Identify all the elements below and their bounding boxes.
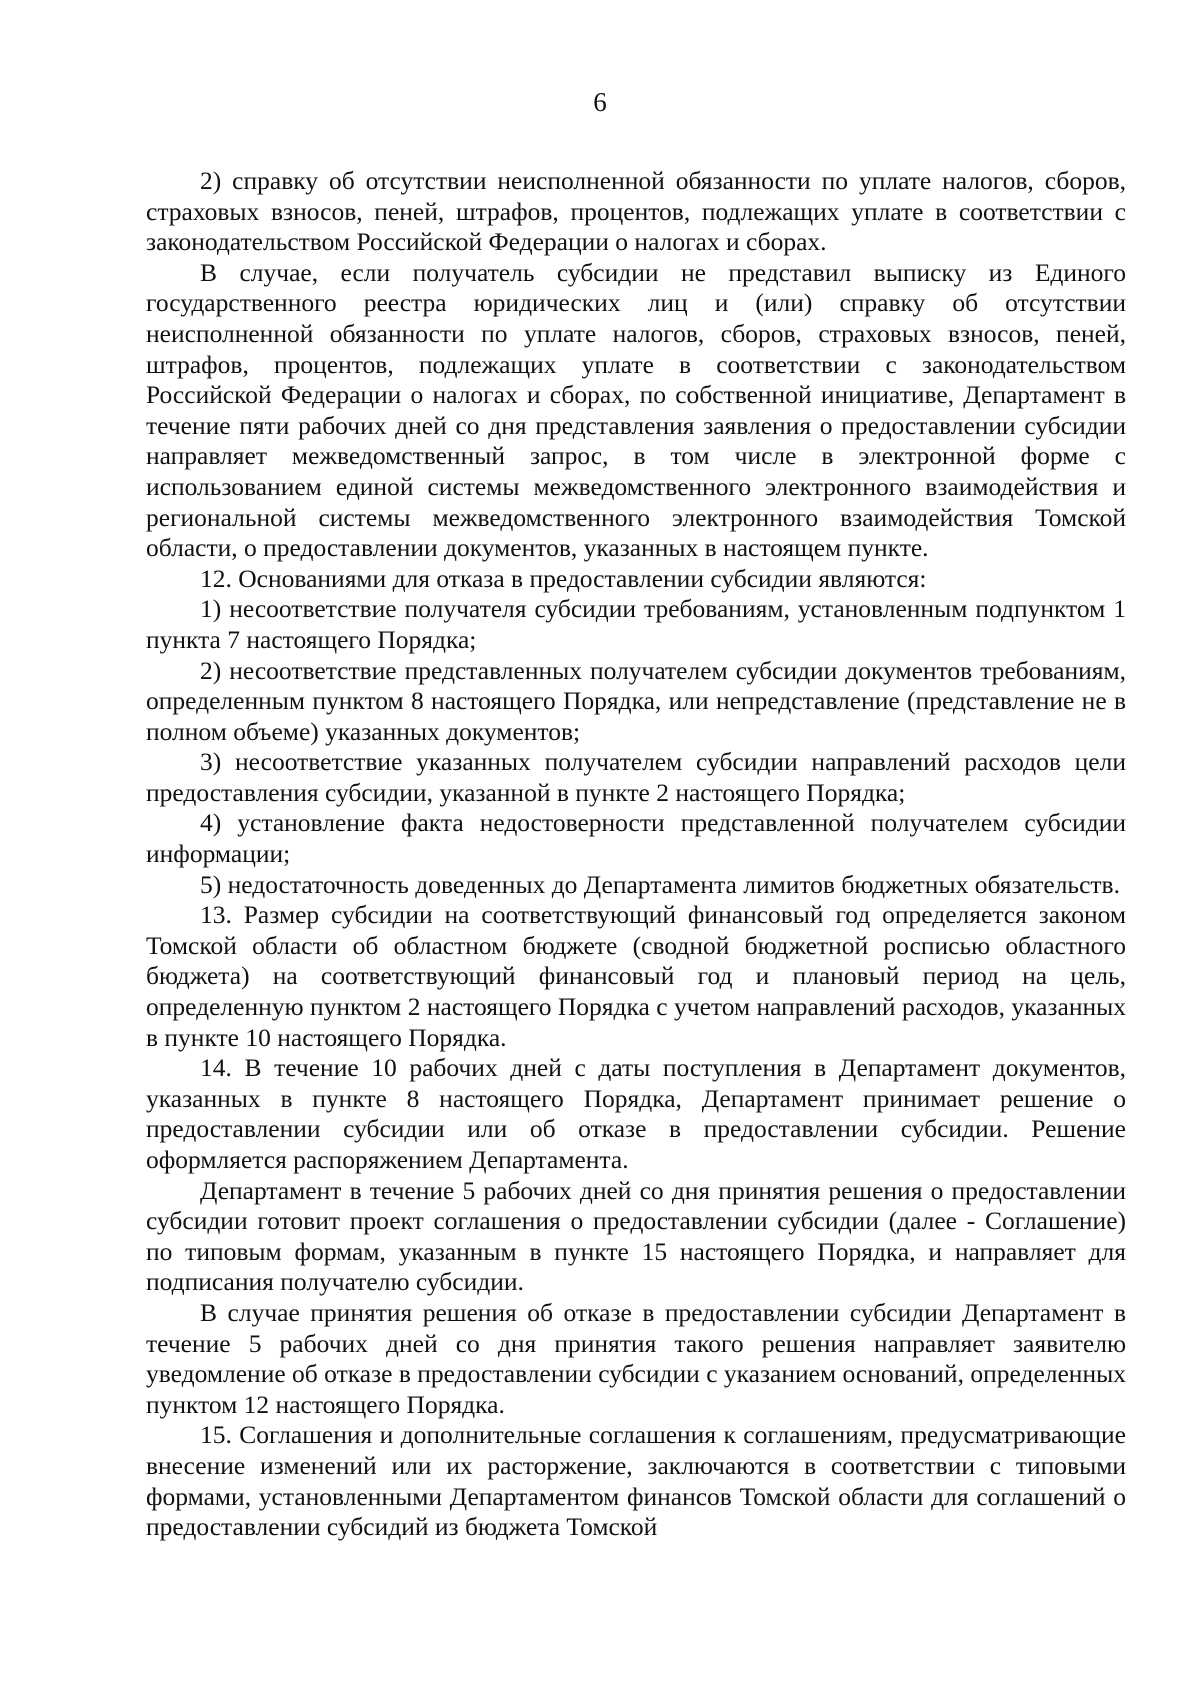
paragraph-refusal-ground-1: 1) несоответствие получателя субсидии требованиям, установленным подпунктом 1 пункта 7 настоящего Порядка;: [146, 594, 1126, 654]
paragraph-refusal-notice: В случае принятия решения об отказе в предоставлении субсидии Департамент в течение 5 рабочих дней со дня принятия такого решения направляет заявителю уведомление об отказе в предоставлении субсидии с указанием оснований, определенных пунктом 12 настоящего Порядка.: [146, 1297, 1126, 1419]
paragraph-refusal-ground-3: 3) несоответствие указанных получателем субсидии направлений расходов цели предоставления субсидии, указанной в пункте 2 настоящего Порядка;: [146, 747, 1126, 807]
paragraph-section-15: 15. Соглашения и дополнительные соглашения к соглашениям, предусматривающие внесение изменений или их расторжение, заключаются в соответствии с типовыми формами, установленными Департаментом финансов Томской области для соглашений о предоставлении субсидий из бюджета Томской: [146, 1420, 1126, 1542]
paragraph-refusal-ground-2: 2) несоответствие представленных получателем субсидии документов требованиям, определенным пунктом 8 настоящего Порядка, или непредставление (представление не в полном объеме) указанных документов;: [146, 655, 1126, 746]
paragraph-section-14: 14. В течение 10 рабочих дней с даты поступления в Департамент документов, указанных в пункте 8 настоящего Порядка, Департамент принимает решение о предоставлении субсидии или об отказе в предоставлении субсидии. Решение оформляется распоряжением Департамента.: [146, 1053, 1126, 1174]
document-body: [146, 166, 1126, 1543]
paragraph-section-12-heading: 12. Основаниями для отказа в предоставлении субсидии являются:: [200, 563, 927, 593]
paragraph-section-13: 13. Размер субсидии на соответствующий финансовый год определяется законом Томской области об областном бюджете (сводной бюджетной росписью областного бюджета) на соответствующий финансовый год и плановый период на цель, определенную пунктом 2 настоящего Порядка с учетом направлений расходов, указанных в пункте 10 настоящего Порядка.: [146, 900, 1126, 1052]
paragraph-interagency-request: В случае, если получатель субсидии не представил выписку из Единого государственного реестра юридических лиц и (или) справку об отсутствии неисполненной обязанности по уплате налогов, сборов, страховых взносов, пеней, штрафов, процентов, подлежащих уплате в соответствии с законодательством Российской Федерации о налогах и сборах, по собственной инициативе, Департамент в течение пяти рабочих дней со дня представления заявления о предоставлении субсидии направляет межведомственный запрос, в том числе в электронной форме с использованием единой системы межведомственного электронного взаимодействия и региональной системы межведомственного электронного взаимодействия Томской области, о предоставлении документов, указанных в настоящем пункте.: [146, 257, 1126, 563]
paragraph-refusal-ground-4: 4) установление факта недостоверности представленной получателем субсидии информации;: [146, 808, 1126, 869]
paragraph-agreement-draft: Департамент в течение 5 рабочих дней со дня принятия решения о предоставлении субсидии готовит проект соглашения о предоставлении субсидии (далее - Соглашение) по типовым формам, указанным в пункте 15 настоящего Порядка, и направляет для подписания получателю субсидии.: [146, 1175, 1126, 1297]
paragraph-item-2-certificate: 2) справку об отсутствии неисполненной обязанности по уплате налогов, сборов, страховых взносов, пеней, штрафов, процентов, подлежащих уплате в соответствии с законодательством Российской Федерации о налогах и сборах.: [146, 166, 1126, 257]
page-number: 6: [593, 87, 607, 117]
paragraph-refusal-ground-5: 5) недостаточность доведенных до Департамента лимитов бюджетных обязательств.: [200, 869, 1120, 899]
